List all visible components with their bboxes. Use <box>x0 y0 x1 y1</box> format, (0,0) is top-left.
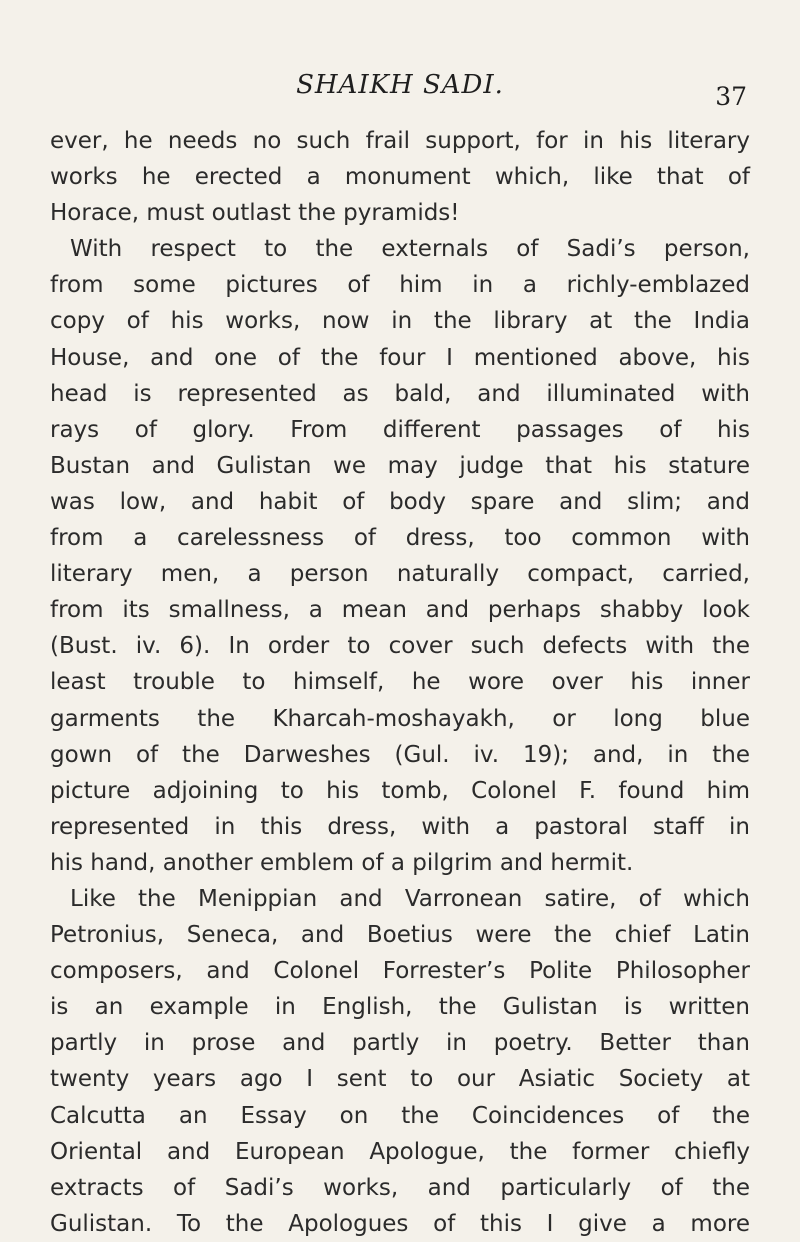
text-line: from some pictures of him in a richly-emblazed <box>50 272 750 299</box>
text-line: (Bust. iv. 6). In order to cover such defects with the <box>50 633 750 660</box>
text-line: Like the Menippian and Varronean satire, of which <box>70 885 750 912</box>
text-line: composers, and Colonel Forrester’s Polite Philosopher <box>50 958 750 985</box>
running-title: SHAIKH SADI. <box>296 70 504 100</box>
text-line: ever, he needs no such frail support, for in his literary <box>50 128 750 154</box>
text-line: Calcutta an Essay on the Coincidences of the <box>50 1102 750 1129</box>
text-line: head is represented as bald, and illuminated with <box>50 380 750 407</box>
text-line: from a carelessness of dress, too common with <box>50 525 750 552</box>
text-line: Bustan and Gulistan we may judge that his stature <box>50 452 750 479</box>
text-line: rays of glory. From different passages of his <box>50 416 750 443</box>
text-line: Petronius, Seneca, and Boetius were the chief Latin <box>50 922 750 949</box>
text-line: Gulistan. To the Apologues of this I give a more <box>50 1210 750 1237</box>
text-line: twenty years ago I sent to our Asiatic Society at <box>50 1066 750 1093</box>
text-line: With respect to the externals of Sadi’s person, <box>70 236 750 263</box>
text-line: picture adjoining to his tomb, Colonel F. found him <box>50 777 750 804</box>
text-line: extracts of Sadi’s works, and particularly of the <box>50 1174 750 1201</box>
text-line: literary men, a person naturally compact, carried, <box>50 561 750 588</box>
text-line: his hand, another emblem of a pilgrim and hermit. <box>50 849 634 876</box>
text-line: gown of the Darweshes (Gul. iv. 19); and, in the <box>50 741 750 768</box>
text-line: is an example in English, the Gulistan is written <box>50 994 750 1021</box>
text-line: least trouble to himself, he wore over his inner <box>50 669 750 696</box>
text-line: partly in prose and partly in poetry. Better than <box>50 1030 750 1057</box>
text-line: House, and one of the four I mentioned above, his <box>50 344 750 371</box>
body-text <box>50 123 750 1242</box>
text-line: was low, and habit of body spare and slim; and <box>50 488 750 515</box>
text-line: Oriental and European Apologue, the former chiefly <box>50 1138 750 1165</box>
text-line: Horace, must outlast the pyramids! <box>50 200 460 227</box>
text-line: copy of his works, now in the library at the India <box>50 308 750 335</box>
running-head <box>0 70 800 110</box>
text-line: garments the Kharcah-moshayakh, or long blue <box>50 705 750 732</box>
text-line: represented in this dress, with a pastoral staff in <box>50 813 750 840</box>
text-line: works he erected a monument which, like that of <box>50 164 750 191</box>
text-line: from its smallness, a mean and perhaps shabby look <box>50 597 750 624</box>
page-number: 37 <box>715 82 747 111</box>
